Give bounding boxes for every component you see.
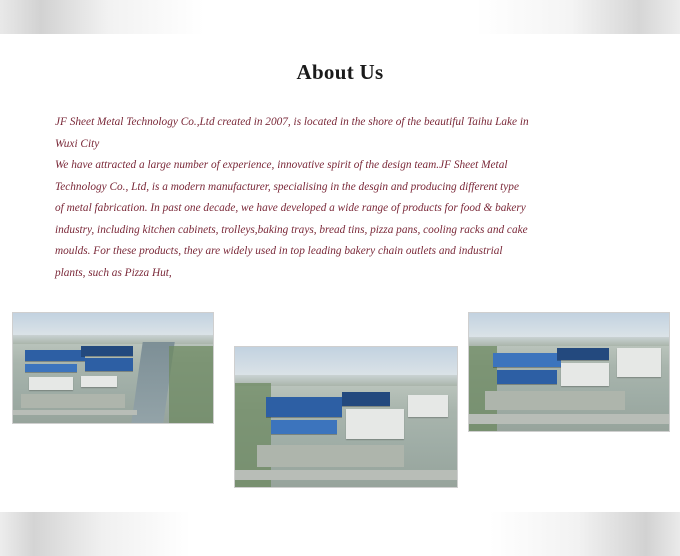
access-road <box>13 410 137 416</box>
factory-roof <box>497 370 557 384</box>
sky-region <box>235 347 457 378</box>
factory-roof <box>25 364 77 373</box>
sky-region <box>469 313 669 339</box>
top-decorative-band <box>0 0 680 34</box>
parking-lot <box>257 445 404 467</box>
office-building <box>29 377 73 390</box>
photo-gallery <box>0 300 680 500</box>
vegetation-region <box>169 346 213 423</box>
factory-roof <box>271 420 338 434</box>
factory-roof <box>25 350 85 361</box>
paragraph-1: JF Sheet Metal Technology Co.,Ltd created in 2007, is located in the shore of the beautiful Taihu Lake in Wuxi City <box>55 116 529 150</box>
parking-lot <box>21 394 125 407</box>
office-building <box>617 348 661 376</box>
aerial-illustration <box>469 313 669 431</box>
horizon-region <box>469 337 669 346</box>
horizon-region <box>13 335 213 344</box>
factory-aerial-left-image <box>12 312 214 424</box>
aerial-illustration <box>235 347 457 487</box>
factory-roof <box>493 353 561 367</box>
factory-roof <box>557 348 609 360</box>
factory-roof <box>85 358 133 371</box>
office-building <box>408 395 448 417</box>
factory-roof <box>342 392 391 406</box>
factory-aerial-right-image <box>468 312 670 432</box>
access-road <box>235 470 457 480</box>
office-building <box>81 376 117 387</box>
factory-roof <box>81 346 133 356</box>
paragraph-2: We have attracted a large number of experience, innovative spirit of the design team.JF Sheet Metal Technology Co., Ltd, is a modern manufacturer, specialising in the desgin and producing different type of metal fabrication. In past one decade, we have developed a wide range of products for food & bakery industry, including kitchen cabinets, trolleys,baking trays, bread tins, pizza pans, cooling racks and cake moulds. For these products, they are widely used in top leading bakery chain outlets and industrial plants, such as Pizza Hut, <box>55 159 528 279</box>
bottom-decorative-band <box>0 512 680 556</box>
sky-region <box>13 313 213 337</box>
about-us-body <box>55 112 530 284</box>
parking-lot <box>485 391 625 410</box>
factory-roof <box>266 397 341 417</box>
aerial-illustration <box>13 313 213 423</box>
factory-aerial-center-image <box>234 346 458 488</box>
office-building <box>561 363 609 387</box>
page-title: About Us <box>296 60 384 84</box>
access-road <box>469 414 669 423</box>
office-building <box>346 409 404 440</box>
